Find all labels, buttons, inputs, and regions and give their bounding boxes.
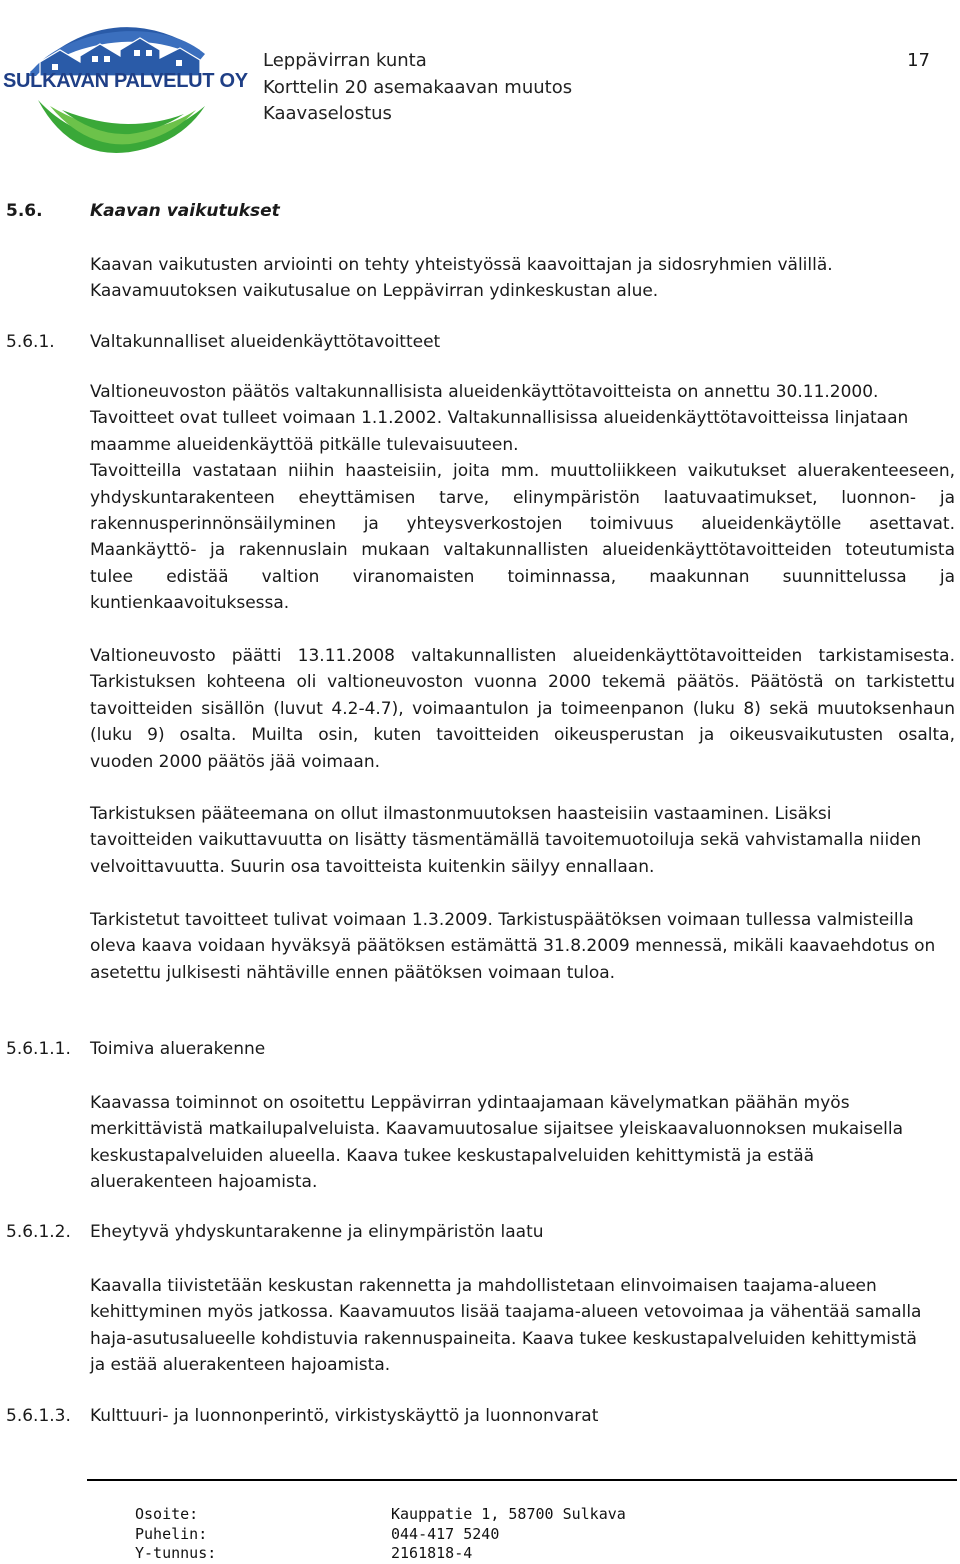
paragraph-5-6-1-a (90, 379, 955, 617)
section-number-5-6: 5.6. (6, 201, 43, 221)
section-title-5-6-1-2: Eheytyvä yhdyskuntarakenne ja elinympäristön laatu (90, 1222, 544, 1242)
section-title-5-6-1-3: Kulttuuri- ja luonnonperintö, virkistyskäyttö ja luonnonvarat (90, 1406, 599, 1426)
text-line: tavoitteiden sisällön (luvut 4.2-4.7), voimaantulon ja toimeenpanon (luku 8) sekä muutoksenhaun (90, 698, 955, 719)
text-line: (luku 9) osalta. Muilta osin, kuten tavoitteiden oikeusperustan ja oikeusvaikutusten osalta, (90, 725, 955, 746)
company-logo (0, 10, 248, 160)
text-line: Maankäyttö- ja rakennuslain mukaan valtakunnallisten alueidenkäyttötavoitteiden toteutumista (90, 540, 955, 561)
text-line: Tarkistuksen pääteemana on ollut ilmastonmuutoksen haasteisiin vastaaminen. Lisäksi (90, 804, 832, 824)
section-title-5-6: Kaavan vaikutukset (90, 201, 280, 221)
text-line: oleva kaava voidaan hyväksyä päätöksen estämättä 31.8.2009 mennessä, mikäli kaavaehdotus on (90, 936, 936, 957)
text-line: tulee edistää valtion viranomaisten toiminnassa, maakunnan suunnittelussa ja (90, 566, 955, 587)
footer-address: Kauppatie 1, 58700 Sulkava (391, 1505, 626, 1523)
footer-divider (87, 1479, 957, 1481)
text-line: Valtioneuvosto päätti 13.11.2008 valtakunnallisten alueidenkäyttötavoitteiden tarkistamisesta. (90, 646, 955, 666)
section-number-5-6-1: 5.6.1. (6, 332, 55, 352)
text-line: rakennusperinnönsäilyminen ja yhteysverkostojen toimivuus alueidenkäytölle asettavat. (90, 514, 955, 535)
text-line: asetettu julkisesti nähtäville ennen päätöksen voimaan tuloa. (90, 962, 616, 983)
section-title-5-6-1-1: Toimiva aluerakenne (90, 1039, 266, 1059)
paragraph-5-6-1-b (90, 643, 955, 775)
paragraph-5-6-1-d (90, 907, 955, 986)
section-number-5-6-1-1: 5.6.1.1. (6, 1039, 71, 1059)
page-number: 17 (907, 50, 930, 71)
paragraph-5-6-1-2 (90, 1273, 955, 1379)
text-line: Kaavalla tiivistetään keskustan rakennetta ja mahdollistetaan elinvoimaisen taajama-alueen (90, 1276, 877, 1296)
text-line: Tavoitteilla vastataan niihin haasteisiin, joita mm. muuttoliikkeen vaikutukset aluerakenteeseen, (90, 461, 955, 482)
text-line: Valtioneuvoston päätös valtakunnallisista alueidenkäyttötavoitteista on annettu 30.11.2000. (90, 382, 879, 402)
header-plan-title: Korttelin 20 asemakaavan muutos (263, 76, 573, 98)
paragraph-5-6-1-c (90, 801, 955, 880)
text-line: yhdyskuntarakenteen eheyttämisen tarve, elinympäristön laatuvaatimukset, luonnon- ja (90, 487, 955, 508)
paragraph-5-6 (90, 252, 955, 305)
text-line: maamme alueidenkäyttöä pitkälle tulevaisuuteen. (90, 434, 519, 455)
section-title-5-6-1: Valtakunnalliset alueidenkäyttötavoitteet (90, 332, 441, 352)
text-line: Kaavamuutoksen vaikutusalue on Leppävirran ydinkeskustan alue. (90, 281, 659, 302)
text-line: vuoden 2000 päätös jää voimaan. (90, 751, 381, 772)
logo-text: SULKAVAN PALVELUT OY (3, 70, 248, 92)
footer-phone: 044-417 5240 (391, 1524, 500, 1543)
footer-label-phone: Puhelin: (135, 1524, 208, 1543)
text-line: Kaavan vaikutusten arviointi on tehty yhteistyössä kaavoittajan ja sidosryhmien välillä. (90, 255, 833, 275)
text-line: velvoittavuutta. Suurin osa tavoitteista kuitenkin säilyy ennallaan. (90, 856, 655, 877)
header-document-type: Kaavaselostus (263, 103, 392, 124)
text-line: aluerakenteen hajoamista. (90, 1172, 318, 1193)
text-line: kuntienkaavoituksessa. (90, 593, 290, 614)
text-line: Kaavassa toiminnot on osoitettu Leppävirran ydintaajamaan kävelymatkan päähän myös (90, 1093, 850, 1113)
footer-labels (135, 1505, 216, 1564)
footer-business-id: 2161818-4 (391, 1544, 473, 1562)
footer-label-address: Osoite: (135, 1505, 199, 1523)
text-line: merkittävistä matkailupalveluista. Kaavamuutosalue sijaitsee yleiskaavaluonnoksen mukaisella (90, 1119, 904, 1140)
text-line: ja estää aluerakenteen hajoamista. (90, 1355, 391, 1376)
text-line: Tarkistetut tavoitteet tulivat voimaan 1.3.2009. Tarkistuspäätöksen voimaan tullessa valmisteilla (90, 910, 914, 930)
footer-label-business-id: Y-tunnus: (135, 1544, 217, 1562)
footer-values (391, 1505, 626, 1564)
text-line: tavoitteiden vaikuttavuutta on lisätty täsmentämällä tavoitemuotoiluja sekä vahvistamalla niiden (90, 830, 922, 851)
text-line: keskustapalveluiden alueella. Kaava tukee keskustapalveluiden kehittymistä ja estää (90, 1145, 815, 1166)
text-line: Tavoitteet ovat tulleet voimaan 1.1.2002. Valtakunnallisissa alueidenkäyttötavoitteissa linjataan (90, 408, 909, 429)
document-header (263, 48, 572, 128)
paragraph-5-6-1-1 (90, 1090, 955, 1196)
text-line: Tarkistuksen kohteena oli valtioneuvoston vuonna 2000 tekemä päätös. Päätöstä on tarkistettu (90, 672, 955, 693)
text-line: kehittyminen myös jatkossa. Kaavamuutos lisää taajama-alueen vetovoimaa ja vähentää samalla (90, 1302, 922, 1323)
section-number-5-6-1-3: 5.6.1.3. (6, 1406, 71, 1426)
section-number-5-6-1-2: 5.6.1.2. (6, 1222, 71, 1242)
text-line: haja-asutusalueelle kohdistuvia rakennuspaineita. Kaava tukee keskustapalveluiden kehittymistä (90, 1328, 917, 1349)
header-municipality: Leppävirran kunta (263, 50, 427, 71)
